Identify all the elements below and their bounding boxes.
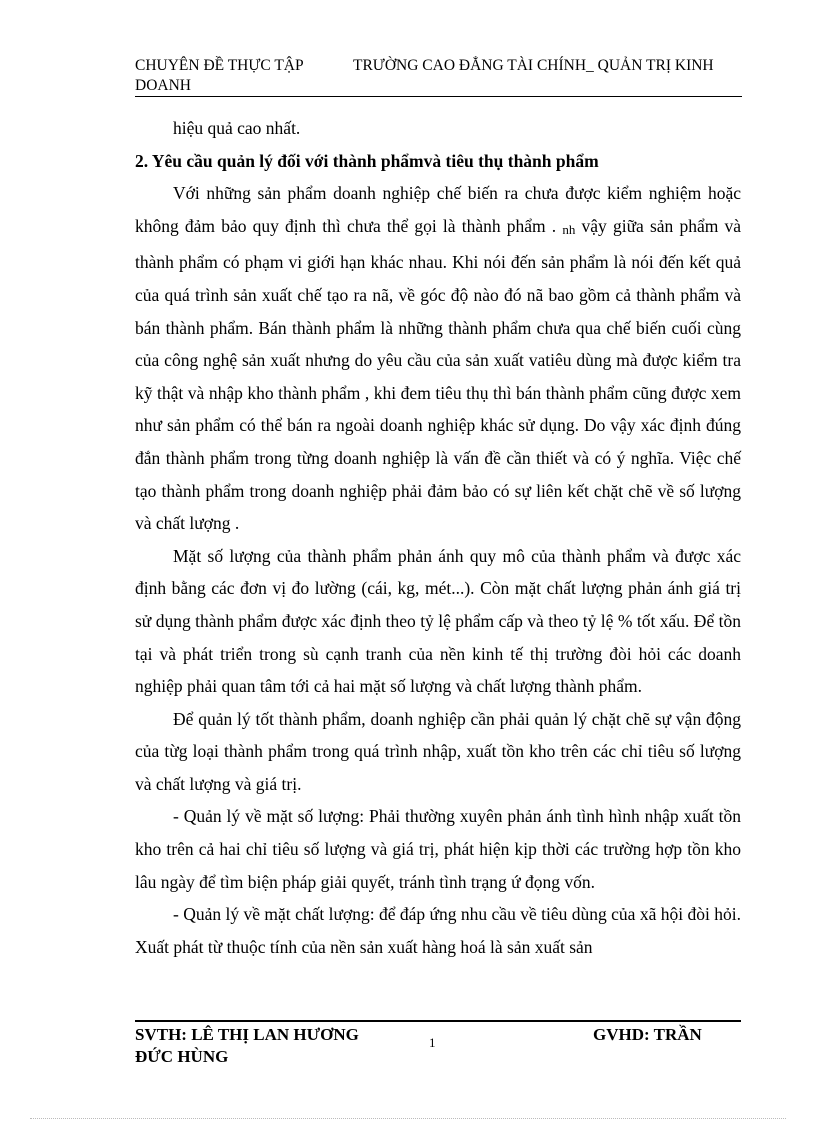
paragraph-3: Để quản lý tốt thành phẩm, doanh nghiệp cần phải quản lý chặt chẽ sự vận động của từg loại thành phẩm trong quá trình nhập, xuất tồn kho trên các chỉ tiêu số lượng và chất lượng và giá trị. (135, 708, 741, 794)
paragraph-5: - Quản lý về mặt chất lượng: để đáp ứng nhu cầu về tiêu dùng của xã hội đòi hỏi. Xuất phát từ thuộc tính của nền sản xuất hàng hoá là sản xuất sản (135, 904, 741, 957)
paragraph-4: - Quản lý về mặt số lượng: Phải thường xuyên phản ánh tình hình nhập xuất tồn kho trên cả hai chỉ tiêu số lượng và giá trị, phát hiện kịp thời các trường hợp tồn kho lâu ngày để tìm biện pháp giải quyết, tránh tình trạng ứ đọng vốn. (135, 806, 741, 892)
footer-advisor-line2: ĐỨC HÙNG (135, 1047, 229, 1066)
paragraph-1-part-a: Với những sản phẩm doanh nghiệp chế biến ra chưa được kiểm nghiệm hoặc không đảm bảo quy định thì chưa thể gọi là thành phẩm . (135, 183, 741, 236)
document-body (135, 112, 741, 963)
paragraph-2: Mặt số lượng của thành phẩm phản ánh quy mô của thành phẩm và được xác định bằng các đơn vị đo lường (cái, kg, mét...). Còn mặt chất lượng phản ánh giá trị sử dụng thành phẩm được xác định theo tỷ lệ phẩm cấp và theo tỷ lệ % tốt xấu. Để tồn tại và phát triển trong sù cạnh tranh của nền kinh tế thị trường đòi hỏi các doanh nghiệp phải quan tâm tới cả hai mặt số lượng và chất lượng thành phẩm. (135, 545, 741, 697)
paragraph-1-part-b: vậy giữa sản phẩm và thành phẩm có phạm vi giới hạn khác nhau. Khi nói đến sản phẩm là nói đến kết quả của quá trình sản xuất chế tạo ra nã, về góc độ nào đó nã bao gồm cả thành phẩm và bán thành phẩm. Bán thành phẩm là những thành phẩm chưa qua chế biến cuối cùng của công nghệ sản xuất nhưng do yêu cầu của sản xuất vatiêu dùng mà được kiểm tra kỹ thật và nhập kho thành phẩm , khi đem tiêu thụ thì bán thành phẩm cũng được xem như sản phẩm có thể bán ra ngoài doanh nghiệp khác sử dụng. Do vậy xác định đúng đắn thành phẩm trong từng doanh nghiệp là vấn đề cần thiết và có ý nghĩa. Việc chế tạo thành phẩm trong doanh nghiệp phải đảm bảo có sự liên kết chặt chẽ về số lượng và chất lượng . (135, 215, 742, 534)
header-left-text-line2: DOANH (135, 77, 191, 94)
footer-advisor: GVHD: TRẦN (593, 1025, 702, 1044)
header-right-text: TRƯỜNG CAO ĐẲNG TÀI CHÍNH_ QUẢN TRỊ KINH (353, 57, 714, 74)
intro-paragraph: hiệu quả cao nhất. (173, 118, 301, 138)
header-left-text: CHUYÊN ĐỀ THỰC TẬP (135, 57, 304, 74)
page-boundary (30, 1118, 786, 1119)
footer-rule (135, 1020, 741, 1022)
page-footer (135, 1024, 741, 1068)
paragraph-1-nh: nh (562, 221, 576, 237)
section-heading: 2. Yêu cầu quản lý đối với thành phẩmvà tiêu thụ thành phẩm (135, 150, 599, 171)
page-header (135, 56, 742, 97)
paragraph-1 (135, 177, 741, 540)
footer-student: SVTH: LÊ THỊ LAN HƯƠNG (135, 1025, 359, 1044)
page-number: 1 (429, 1035, 436, 1050)
